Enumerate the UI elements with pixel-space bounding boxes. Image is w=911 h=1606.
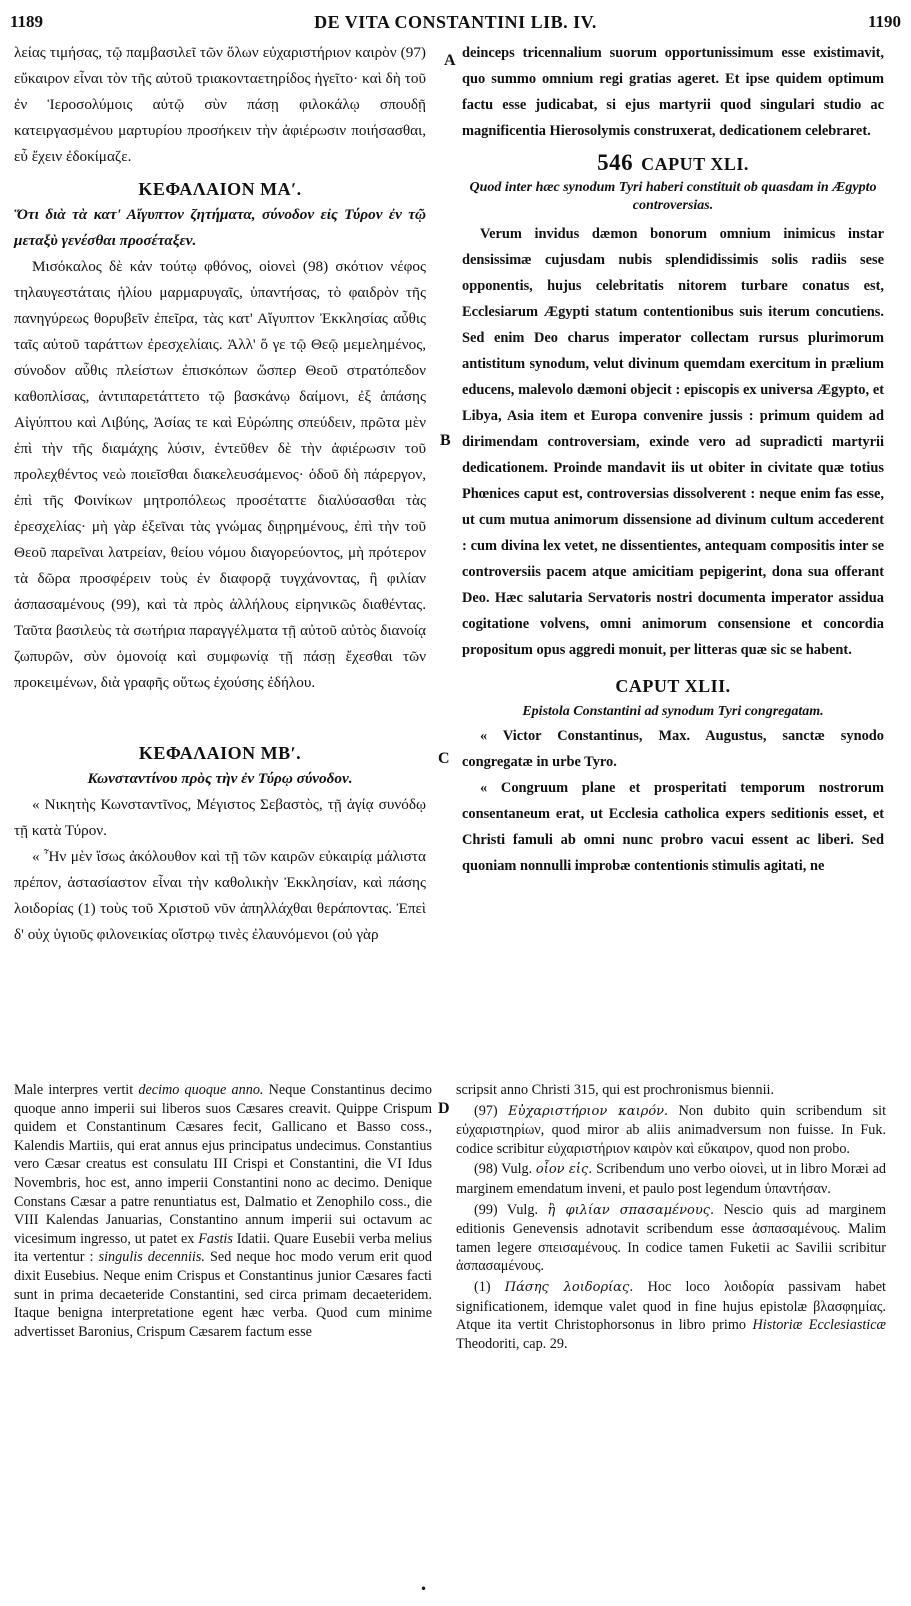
footnote-number: (1) [474,1278,505,1295]
greek-chapter-heading-41: ΚΕΦΑΛΑΙΟΝ ΜΑʹ. [138,179,302,199]
latin-paragraph: deinceps tricennalium suorum opportunissimum esse existimavit, quo summo omnium regi gratias ageret. Et ipse quidem optimum factu esse judicabat, si ejus martyrii quod singulari studio ac magnificentia Hierosolymis construxerat, dedicationem celebraret. [462,45,884,139]
margin-letter-a: A [444,52,456,69]
greek-paragraph: λείας τιμήσας, τῷ παμβασιλεῖ τῶν ὅλων εὐχαριστήριον καιρὸν (97) εὔκαιρον εἶναι τὸν τῆς αὐτοῦ τριακονταετηρίδος ἡγεῖτο· καὶ δὴ τοῦ ἐν Ἱεροσολύμοις αὐτῷ σὺν πάσῃ φιλοκάλῳ σπουδῇ κατειργασμένου μαρτυρίου προσήκειν τὴν ἀφιέρωσιν ποιήσασθαι, εὖ ἔχειν ἐδοκίμαζε. [14,44,426,165]
latin-letter-salutation: « Victor Constantinus, Max. Augustus, sanctæ synodo congregatæ in urbe Tyro. [462,728,884,770]
footnote-98 [456,1160,886,1198]
margin-letter-b: B [440,432,451,449]
footnote-text-run: Theodoriti, cap. 29. [456,1335,568,1352]
greek-chapter-summary-41: Ὅτι διὰ τὰ κατ' Αἴγυπτον ζητήματα, σύνοδον εἰς Τύρον ἐν τῷ μεταξὺ γενέσθαι προσέταξεν. [14,206,426,249]
latin-chapter-label-41: CAPUT XLI. [641,154,749,174]
footnote-italic-run: singulis decenniis. [98,1249,205,1266]
latin-chapter-summary-42: Epistola Constantini ad synodum Tyri congregatam. [522,704,824,719]
footnote-text [14,1081,432,1341]
footnote-italic-run: Historiæ Ecclesiasticæ [752,1317,886,1334]
latin-chapter-heading-42: CAPUT XLII. [615,676,731,696]
footnote-97 [456,1102,886,1159]
latin-chapter-summary-41: Quod inter hæc synodum Tyri haberi constituit ob quasdam in Ægypto controversias. [469,180,877,213]
footnote-italic-run: decimo quoque anno. [138,1082,264,1098]
footnotes-left [14,1081,432,1341]
footnote-lemma: Πάσης λοιδορίας. [504,1279,634,1295]
footnote-lemma: Εὐχαριστήριον καιρόν. [508,1103,669,1119]
running-header [10,12,901,34]
footnotes-right [456,1081,886,1353]
margin-letter-c: C [438,750,450,767]
footnote-text-run: Idatii. Quare Eusebii verba melius ita vertentur : [14,1230,432,1266]
latin-chapter-heading-41 [462,150,884,177]
greek-paragraph: « Ἦν μὲν ἴσως ἀκόλουθον καὶ τῇ τῶν καιρῶν εὐκαιρίᾳ μάλιστα πρέπον, ἀστασίαστον εἶναι τὴν καθολικὴν Ἐκκλησίαν, καὶ πάσης λοιδορίας (1) τοὺς τοῦ Χριστοῦ νῦν ἀπηλλάχθαι θεράποντας. Ἐπεὶ δ' οὐχ ὑγιοῦς φιλονεικίας οἴστρῳ τινὲς ἐλαυνόμενοι (οὐ γὰρ [14,848,426,943]
footnote-lemma: οἷον εἰς. [535,1162,593,1178]
footnote-lemma: ἢ φιλίαν σπασαμένους. [547,1202,715,1218]
latin-column [462,40,884,879]
latin-paragraph: Verum invidus dæmon bonorum omnium inimicus instar densissimæ cujusdam nubis splendidissimis solis radiis sese opponentis, hujus celebritatis nitorem turbare conatus est, Ecclesiarum Ægypti statum contentionibus suis iterum concutiens. Sed enim Deo charus imperator collectam rursus plurimorum antistitum synodum, velut divinum quemdam exercitum in prælium educens, malevolo dæmoni objecit : episcopis ex universa Ægypto, et Libya, Asia item et Europa convenire jussis : primum quidem ad dirimendam controversiam, exinde vero ad supradicti martyrii dedicationem. Proinde mandavit iis ut obiter in civitate quæ totius Phœnices caput est, controversias dissolverent : neque enim fas esse, ut cum mutua animorum dissensione ad divinum cultum accederent : cum divina lex vetet, ne dissentientes, antequam compositis inter se controversiis pacem atque amicitiam pepigerint, dona sua offerant Deo. Hæc salutaria Servatoris nostri documenta imperator assidua cogitatione volvens, omni animorum consensione et concordia propositum opus aggredi monuit, per litteras quæ sic se habent. [462,226,884,658]
footnote-number: (98) Vulg. [474,1161,536,1178]
footnote-italic-run: Fastis [198,1230,233,1247]
footnote-text-run: Neque Constantinus decimo quoque anno imperii sui liberos suos Cæsares creavit. Quippe Crispum quidem et Constantinum Cæsares fecit, Gallicano et Basso coss., Kalendis Martiis, qui erat annus ejus principatus undecimus. Constantius vero Cæsar creatus est consulatu III Crispi et Constantini, die VI Idus Novembris, hoc est, anno imperii Constantini nono ac decimo. Denique Constans Cæsar a patre renuntiatus est, Dalmatio et Zenophilo coss., die VIII Kalendas Januarias, Constantino annum imperii sui octavum ac vicesimum ingresso, ut patet ex [14,1082,432,1247]
greek-chapter-summary-42: Κωνσταντίνου πρὸς τὴν ἐν Τύρῳ σύνοδον. [87,770,353,787]
running-title: DE VITA CONSTANTINI LIB. IV. [314,12,597,32]
footnote-text-run: Nescio quis ad marginem editionis Genevensis adnotavit scribendum esse ἀσπασαμένους. Malim tamen legere σπεισαμένους. In codice tamen Fuketii ac Savilii scribitur ἀσπασαμένους. [456,1201,887,1275]
page-number-right: 1190 [867,12,901,31]
footer-mark: • [420,1582,428,1596]
greek-letter-salutation: « Νικητὴς Κωνσταντῖνος, Μέγιστος Σεβαστὸς, τῇ ἁγίᾳ συνόδῳ τῇ κατὰ Τύρον. [14,796,426,839]
latin-paragraph: « Congruum plane et prosperitati temporum nostrorum consentaneum erat, ut Ecclesia catholica expers seditionis esset, et Christi famuli ab omni nunc probro vacui essent ac liberi. Sed quoniam nonnulli improbæ contentionis stimulis agitati, ne [462,780,884,874]
greek-paragraph: Μισόκαλος δὲ κἀν τούτῳ φθόνος, οἱονεὶ (98) σκότιον νέφος τηλαυγεστάταις ἡλίου μαρμαρυγαῖς, ὑπαντήσας, τὸ φαιδρὸν τῆς πανηγύρεως θορυβεῖν ἐπεῖρα, τὰς κατ' Αἴγυπτον Ἐκκλησίας αὖθις ταῖς αὐτοῦ ταράττων ἐρεσχελίαις. Ἀλλ' ὅ γε τῷ Θεῷ μεμελημένος, σύνοδον αὖθις πλείστων ἐπισκόπων ὥσπερ Θεοῦ στρατόπεδον καθοπλίσας, ἀντιπαρετάττετο τῷ βασκάνῳ δαίμονι, ἐξ ἁπάσης Αἰγύπτου καὶ Λιβύης, Ἀσίας τε καὶ Εὐρώπης σπεύδειν, πρῶτα μὲν ἐπὶ τὴν τῆς διαμάχης λύσιν, ἐντεῦθεν δὲ τὴν ἀφιέρωσιν τοῦ προλεχθέντος νεὼ ποιεῖσθαι διακελευσάμενος· ὁδοῦ δὴ πάρεργον, ἐπὶ τῆς Φοινίκων μητροπόλεως προσέταττε διαλύσασθαι τὰς ἐρεσχελίας· μὴ γὰρ ἐξεῖναι τὰς γνώμας διῃρημένους, ἐπὶ τὴν τοῦ Θεοῦ παρεῖναι λατρείαν, θείου νόμου διαγορεύοντος, μὴ πρότερον τὰ δῶρα προσφέρειν τοὺς ἐν διαφορᾷ τυγχάνοντας, ἢ φιλίαν ἀσπασαμένους (99), καὶ τὰ πρὸς ἀλλήλους εἰρηνικῶς διαθέντας. Ταῦτα βασιλεὺς τὰ σωτήρια παραγγέλματα τῇ αὐτοῦ αὐτὸς διανοίᾳ ζωπυρῶν, σὺν ὁμονοίᾳ καὶ συμφωνίᾳ τῇ πάσῃ ἔχεσθαι τῶν προκειμένων, διὰ γραφῆς οὕτως ἐχούσης ἐδήλου. [14,258,426,691]
page-number-left: 1189 [10,12,44,31]
footnote-text-run: Sed neque hoc modo verum erit quod dixit Eusebius. Neque enim Crispus et Constantinus junior Cæsares facti sunt in prima decaeteride Constantini, sed circa primam decaeteridem. Itaque benigna interpretatione egent hæc verba. Quod cum minime advertisset Baronius, Crispum Cæsarem factum esse [14,1249,432,1340]
footnote-text-run: Scribendum uno verbo οἱονεὶ, ut in libro Moræi ad marginem emendatum inveni, et paulo post legendum ὑπαντήσαν. [456,1161,886,1197]
footnote-text-run: Non dubito quin scribendum sit εὐχαριστηρίων, quod miror ab aliis animadversum non fuisse. In Fuk. codice scribitur εὐχαριστήριον καιρὸν καὶ εὔκαιρον, quod non probo. [456,1102,887,1157]
footnote-continuation: scripsit anno Christi 315, qui est prochronismus biennii. [456,1082,775,1098]
column-number: 546 [597,150,634,175]
margin-letter-d: D [438,1100,450,1117]
footnote-text-run: Hoc loco λοιδορία passivam habet significationem, idemque valet quod in fine hujus epistolæ βλασφημίας. Atque ita vertit Christophorsonus in libro primo [456,1278,886,1334]
footnote-99 [456,1201,886,1276]
footnote-number: (99) Vulg. [474,1201,548,1218]
footnote-1 [456,1278,886,1353]
footnote-number: (97) [474,1102,509,1119]
greek-chapter-heading-42: ΚΕΦΑΛΑΙΟΝ ΜΒʹ. [138,743,302,763]
footnote-text-run: Male interpres vertit [14,1082,139,1098]
greek-column [14,40,426,948]
